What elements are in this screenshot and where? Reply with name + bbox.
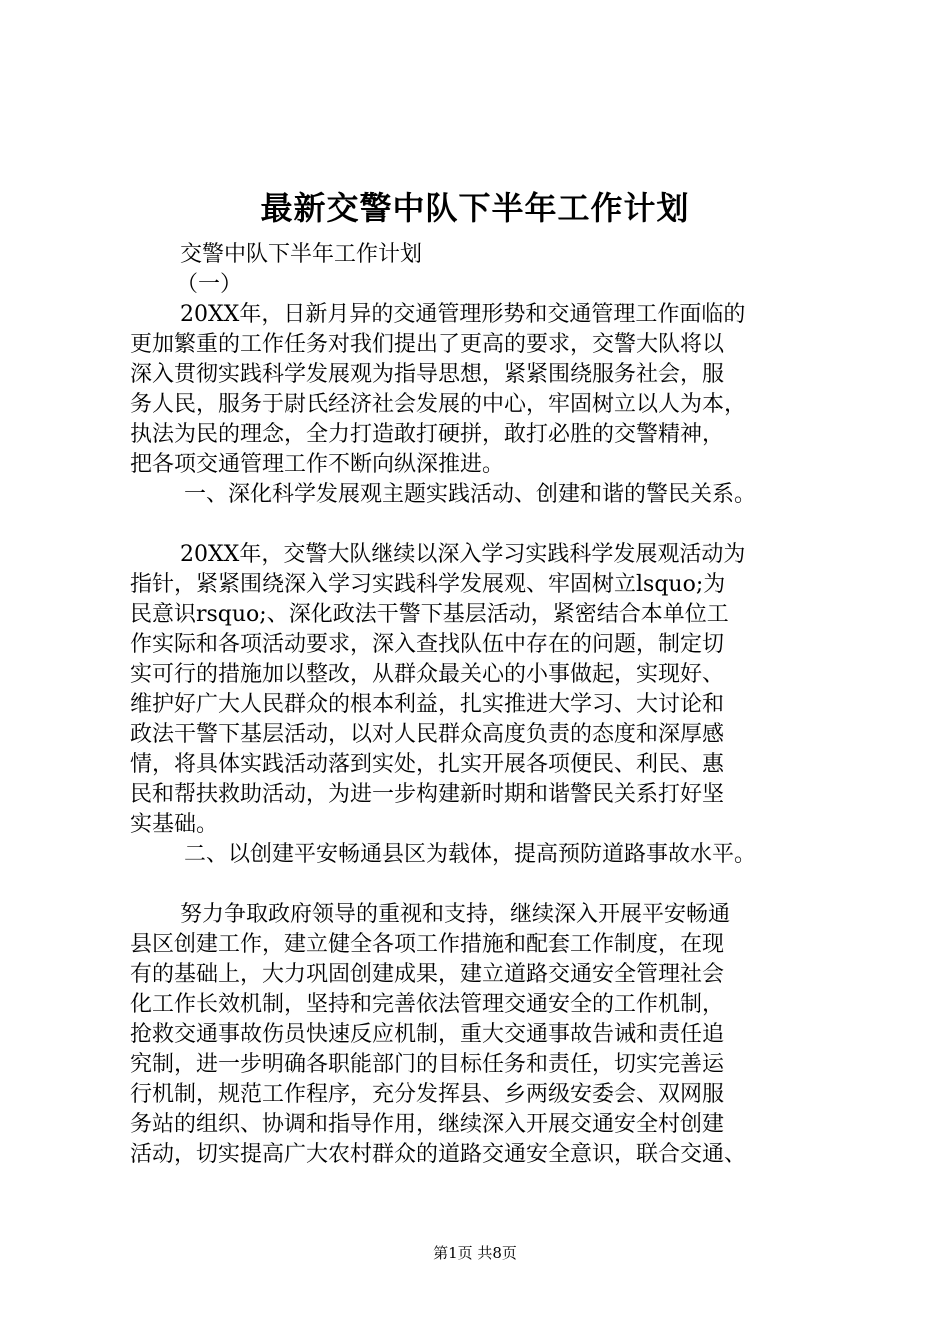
text-line: 深入贯彻实践科学发展观为指导思想，紧紧围绕服务社会，服 <box>130 362 725 387</box>
text-line: 把各项交通管理工作不断向纵深推进。 <box>130 452 505 477</box>
text-line: 县区创建工作，建立健全各项工作措施和配套工作制度，在现 <box>130 932 725 957</box>
text-line: 一、深化科学发展观主题实践活动、创建和谐的警民关系。 <box>184 482 757 507</box>
text-line: 实基础。 <box>130 812 219 837</box>
text-line: 务人民，服务于尉氏经济社会发展的中心，牢固树立以人为本， <box>130 392 747 417</box>
text-line: 情，将具体实践活动落到实处，扎实开展各项便民、利民、惠 <box>130 752 725 777</box>
text-line: 务站的组织、协调和指导作用，继续深入开展交通安全村创建 <box>130 1112 725 1137</box>
text-line: 更加繁重的工作任务对我们提出了更高的要求，交警大队将以 <box>130 332 725 357</box>
text-line: 维护好广大人民群众的根本利益，扎实推进大学习、大讨论和 <box>130 692 725 717</box>
text-line: 有的基础上，大力巩固创建成果，建立道路交通安全管理社会 <box>130 962 725 987</box>
page-footer: 第1页 共8页 <box>433 1244 517 1262</box>
text-line: 努力争取政府领导的重视和支持，继续深入开展平安畅通 <box>180 902 731 927</box>
text-line: 究制，进一步明确各职能部门的目标任务和责任，切实完善运 <box>130 1052 725 1077</box>
text-line: 20XX年，交警大队继续以深入学习实践科学发展观活动为 <box>180 542 746 567</box>
text-line: 指针，紧紧围绕深入学习实践科学发展观、牢固树立lsquo;为 <box>130 572 726 597</box>
text-line: 政法干警下基层活动，以对人民群众高度负责的态度和深厚感 <box>130 722 725 747</box>
text-line: （一） <box>176 272 243 297</box>
text-line: 化工作长效机制，坚持和完善依法管理交通安全的工作机制， <box>130 992 725 1017</box>
text-line: 抢救交通事故伤员快速反应机制，重大交通事故告诫和责任追 <box>130 1022 725 1047</box>
text-line: 二、以创建平安畅通县区为载体，提高预防道路事故水平。 <box>184 842 757 867</box>
text-line: 20XX年，日新月异的交通管理形势和交通管理工作面临的 <box>180 302 746 327</box>
document-body <box>130 240 835 1170</box>
text-line: 民意识rsquo;、深化政法干警下基层活动，紧密结合本单位工 <box>130 602 729 627</box>
text-line: 民和帮扶救助活动，为进一步构建新时期和谐警民关系打好坚 <box>130 782 725 807</box>
text-line: 作实际和各项活动要求，深入查找队伍中存在的问题，制定切 <box>130 632 725 657</box>
text-line: 行机制，规范工作程序，充分发挥县、乡两级安委会、双网服 <box>130 1082 725 1107</box>
document-title: 最新交警中队下半年工作计划 <box>260 189 690 227</box>
text-line: 活动，切实提高广大农村群众的道路交通安全意识，联合交通、 <box>130 1142 747 1167</box>
text-line: 执法为民的理念，全力打造敢打硬拼，敢打必胜的交警精神， <box>130 422 725 447</box>
text-line: 交警中队下半年工作计划 <box>180 242 423 267</box>
text-line: 实可行的措施加以整改，从群众最关心的小事做起，实现好、 <box>130 662 725 687</box>
